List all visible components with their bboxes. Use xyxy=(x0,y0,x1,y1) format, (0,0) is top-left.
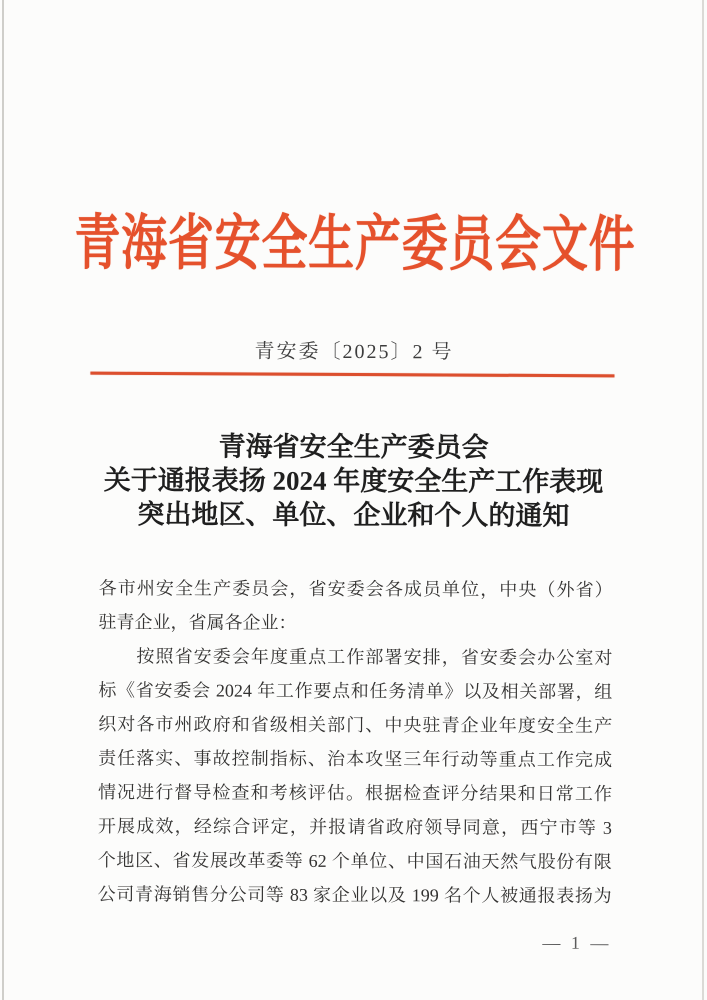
body-line: 个地区、省发展改革委等 62 个单位、中国石油天然气股份有限 xyxy=(97,850,612,872)
body-line: 各市州安全生产委员会，省安委会各成员单位，中央（外省） xyxy=(98,578,613,600)
page-number: — 1 — xyxy=(542,932,612,953)
letterhead-banner xyxy=(1,195,707,279)
document-title-line-3: 突出地区、单位、企业和个人的通知 xyxy=(137,499,570,531)
body-line: 织对各市州政府和省级相关部门、中央驻青企业年度安全生产 xyxy=(98,714,613,736)
body-line: 标《省安委会 2024 年工作要点和任务清单》以及相关部署，组 xyxy=(98,680,613,702)
document-title-line-1: 青海省安全生产委员会 xyxy=(218,431,489,463)
body-line: 驻青企业，省属各企业： xyxy=(98,612,297,633)
body-line: 开展成效，经综合评定，并报请省政府领导同意，西宁市等 3 xyxy=(97,816,612,838)
document-body xyxy=(98,571,613,913)
body-line: 情况进行督导检查和考核评估。根据检查评分结果和日常工作 xyxy=(97,782,613,804)
document-title xyxy=(0,429,707,533)
red-separator-rule xyxy=(90,372,614,378)
body-line: 责任落实、事故控制指标、治本攻坚三年行动等重点工作完成 xyxy=(98,748,613,770)
letterhead-title: 青海省安全生产委员会文件 xyxy=(73,209,636,279)
body-line: 公司青海销售分公司等 83 家企业以及 199 名个人被通报表扬为 xyxy=(97,884,612,906)
document-title-line-2: 关于通报表扬 2024 年度安全生产工作表现 xyxy=(103,465,604,497)
document-number: 青安委〔2025〕2 号 xyxy=(254,340,454,364)
body-line: 按照省安委会年度重点工作部署安排，省安委会办公室对 xyxy=(136,646,613,668)
